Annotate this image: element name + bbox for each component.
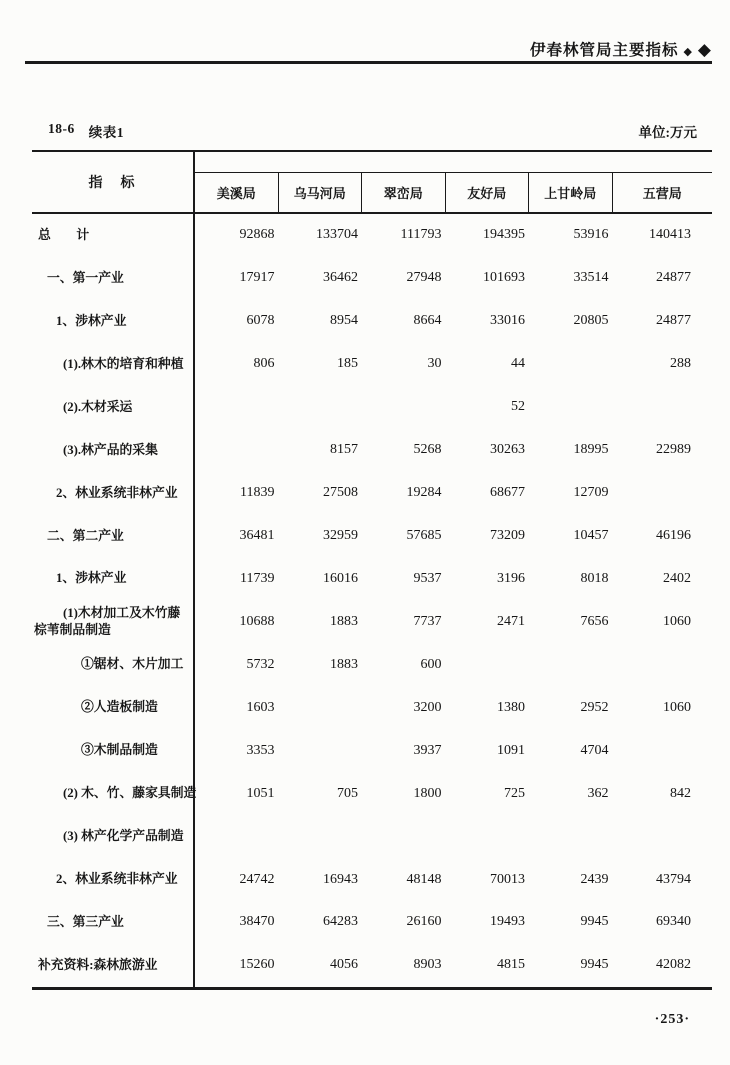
row-value: 1380 [497, 699, 525, 715]
row-values [195, 214, 712, 257]
table-row [32, 858, 712, 901]
row-value: 111793 [400, 227, 442, 243]
row-label-line: (3) 林产化学产品制造 [63, 829, 184, 844]
row-label-line: 三、第三产业 [47, 914, 124, 929]
row-label-line: (3).林产品的采集 [63, 442, 158, 457]
row-label [32, 815, 195, 858]
table-row [32, 429, 712, 472]
row-value: 53916 [573, 227, 609, 243]
row-values [195, 300, 712, 343]
row-value: 2471 [497, 613, 525, 629]
row-values [195, 558, 712, 601]
row-label-line: (2).木材采运 [63, 399, 133, 414]
row-value: 12709 [573, 485, 609, 501]
table-meta [48, 121, 124, 141]
row-value: 3353 [246, 742, 275, 758]
table-body [32, 214, 712, 987]
table-row [32, 729, 712, 772]
table-row [32, 343, 712, 386]
row-values [195, 772, 712, 815]
table-row [32, 901, 712, 944]
table-row [32, 386, 712, 429]
row-label-line: (2) 木、竹、藤家具制造 [63, 786, 197, 801]
row-value: 5732 [246, 656, 275, 672]
row-value: 26160 [406, 914, 442, 930]
column-headers-gap [195, 152, 712, 172]
row-value: 2402 [663, 570, 691, 586]
row-value: 4704 [580, 742, 609, 758]
row-value: 44 [511, 356, 525, 372]
row-value: 16943 [323, 871, 358, 887]
row-value: 64283 [323, 914, 358, 930]
row-value: 11839 [240, 485, 275, 501]
row-value: 4815 [497, 957, 525, 973]
row-value: 10688 [239, 613, 275, 629]
row-value: 19284 [406, 485, 442, 501]
row-value: 33016 [490, 313, 525, 329]
row-value: 73209 [490, 528, 525, 544]
table-row [32, 944, 712, 987]
row-value: 1603 [246, 699, 275, 715]
row-label-line: 总 计 [38, 227, 90, 242]
row-value: 10457 [573, 528, 609, 544]
row-value: 806 [253, 356, 275, 372]
column-header: 上甘岭局 [529, 173, 613, 212]
row-label-line: 1、涉林产业 [56, 313, 127, 328]
row-value: 705 [337, 785, 358, 801]
row-value: 42082 [656, 957, 691, 973]
masthead-rule [25, 61, 712, 64]
row-values [195, 686, 712, 729]
row-value: 5268 [413, 442, 442, 458]
row-value: 46196 [656, 528, 691, 544]
row-value: 8954 [330, 313, 358, 329]
row-label [32, 257, 195, 300]
row-value: 362 [587, 785, 609, 801]
row-value: 30 [427, 356, 442, 372]
row-value: 19493 [490, 914, 525, 930]
row-label-line: (1).林木的培育和种植 [63, 356, 184, 371]
row-value: 7656 [580, 613, 609, 629]
row-value: 3196 [497, 570, 525, 586]
row-label [32, 944, 195, 987]
row-values [195, 643, 712, 686]
row-label-line: 棕苇制品制造 [34, 622, 111, 637]
row-values [195, 729, 712, 772]
table-row [32, 515, 712, 558]
row-value: 17917 [239, 270, 275, 286]
row-values [195, 815, 712, 858]
indicator-header: 指 标 [32, 152, 195, 212]
row-value: 92868 [239, 227, 275, 243]
table-row [32, 686, 712, 729]
row-value: 1051 [246, 785, 275, 801]
row-values [195, 472, 712, 515]
row-values [195, 858, 712, 901]
row-value: 8157 [330, 442, 358, 458]
row-label [32, 901, 195, 944]
row-values [195, 901, 712, 944]
row-value: 43794 [656, 871, 691, 887]
masthead [530, 38, 712, 60]
table-row [32, 214, 712, 257]
row-label-line: 2、林业系统非林产业 [56, 485, 178, 500]
unit-label: 单位:万元 [638, 125, 697, 140]
row-value: 101693 [483, 270, 525, 286]
row-value: 30263 [490, 442, 525, 458]
row-label [32, 643, 195, 686]
table-row [32, 257, 712, 300]
row-label-line: 2、林业系统非林产业 [56, 872, 178, 887]
row-value: 15260 [239, 957, 275, 973]
row-label-line: ②人造板制造 [81, 700, 158, 715]
row-value: 32959 [323, 528, 358, 544]
table-row [32, 558, 712, 601]
row-value: 11739 [240, 570, 275, 586]
row-value: 288 [670, 356, 691, 372]
row-value: 185 [337, 356, 358, 372]
row-values [195, 600, 712, 643]
column-headers [195, 172, 712, 212]
column-header: 友好局 [446, 173, 530, 212]
row-value: 9945 [580, 957, 609, 973]
row-value: 6078 [246, 313, 275, 329]
row-value: 24877 [656, 270, 691, 286]
column-header: 美溪局 [195, 173, 279, 212]
row-value: 3937 [413, 742, 442, 758]
row-value: 1883 [330, 613, 358, 629]
row-label [32, 214, 195, 257]
row-value: 2952 [580, 699, 609, 715]
row-label [32, 686, 195, 729]
table-row [32, 472, 712, 515]
row-value: 133704 [316, 227, 358, 243]
diamond-small-icon: ◆ [683, 46, 693, 58]
row-value: 842 [670, 785, 691, 801]
row-value: 1091 [497, 742, 525, 758]
row-value: 52 [511, 399, 525, 415]
diamond-large-icon: ◆ [697, 40, 712, 59]
row-value: 8018 [580, 570, 609, 586]
row-values [195, 343, 712, 386]
row-value: 24877 [656, 313, 691, 329]
row-label-line: 1、涉林产业 [56, 571, 127, 586]
stats-table [32, 150, 712, 990]
row-values [195, 429, 712, 472]
table-code: 18-6 [48, 121, 75, 136]
table-subtitle: 续表1 [88, 125, 124, 140]
row-label-line: (1)木材加工及木竹藤 [63, 605, 181, 620]
table-row [32, 643, 712, 686]
row-values [195, 386, 712, 429]
row-value: 48148 [406, 871, 442, 887]
row-value: 36481 [239, 528, 275, 544]
column-header: 乌马河局 [279, 173, 363, 212]
column-header: 翠峦局 [362, 173, 446, 212]
row-value: 9945 [580, 914, 609, 930]
row-value: 16016 [323, 570, 358, 586]
row-label [32, 600, 195, 643]
row-value: 4056 [330, 957, 358, 973]
row-value: 2439 [580, 871, 609, 887]
row-value: 1060 [663, 613, 691, 629]
row-label [32, 472, 195, 515]
row-label [32, 429, 195, 472]
row-value: 69340 [656, 914, 691, 930]
row-label [32, 300, 195, 343]
row-label [32, 386, 195, 429]
row-values [195, 257, 712, 300]
table-row [32, 300, 712, 343]
row-label [32, 729, 195, 772]
row-label [32, 515, 195, 558]
row-value: 1883 [330, 656, 358, 672]
row-value: 1800 [413, 785, 442, 801]
row-label [32, 772, 195, 815]
row-label [32, 558, 195, 601]
row-value: 600 [420, 656, 442, 672]
column-header: 五营局 [642, 186, 682, 201]
row-value: 20805 [573, 313, 609, 329]
row-value: 70013 [490, 871, 525, 887]
row-value: 27508 [323, 485, 358, 501]
row-value: 140413 [649, 227, 691, 243]
table-row [32, 772, 712, 815]
row-value: 9537 [413, 570, 442, 586]
row-value: 27948 [406, 270, 442, 286]
row-value: 38470 [239, 914, 275, 930]
table-header [32, 152, 712, 214]
row-value: 8664 [413, 313, 442, 329]
row-value: 18995 [573, 442, 609, 458]
row-label-line: ③木制品制造 [81, 743, 158, 758]
row-label-line: ①锯材、木片加工 [81, 657, 184, 672]
page-number: ·253· [654, 1012, 690, 1027]
row-value: 3200 [413, 699, 442, 715]
row-label [32, 858, 195, 901]
row-value: 725 [504, 785, 525, 801]
row-value: 1060 [663, 699, 691, 715]
row-value: 57685 [406, 528, 442, 544]
row-value: 33514 [573, 270, 609, 286]
table-row [32, 600, 712, 643]
row-value: 68677 [490, 485, 525, 501]
row-value: 194395 [483, 227, 525, 243]
row-value: 24742 [239, 871, 275, 887]
row-label-line: 一、第一产业 [47, 270, 124, 285]
row-value: 8903 [413, 957, 442, 973]
column-headers-wrap [195, 152, 712, 212]
row-label-line: 二、第二产业 [47, 528, 124, 543]
row-label [32, 343, 195, 386]
row-value: 36462 [323, 270, 358, 286]
table-row [32, 815, 712, 858]
row-label-line: 补充资料:森林旅游业 [38, 957, 158, 972]
row-values [195, 944, 712, 987]
row-value: 22989 [656, 442, 691, 458]
row-value: 7737 [413, 613, 442, 629]
row-values [195, 515, 712, 558]
page-header-title: 伊春林管局主要指标 [529, 42, 679, 59]
